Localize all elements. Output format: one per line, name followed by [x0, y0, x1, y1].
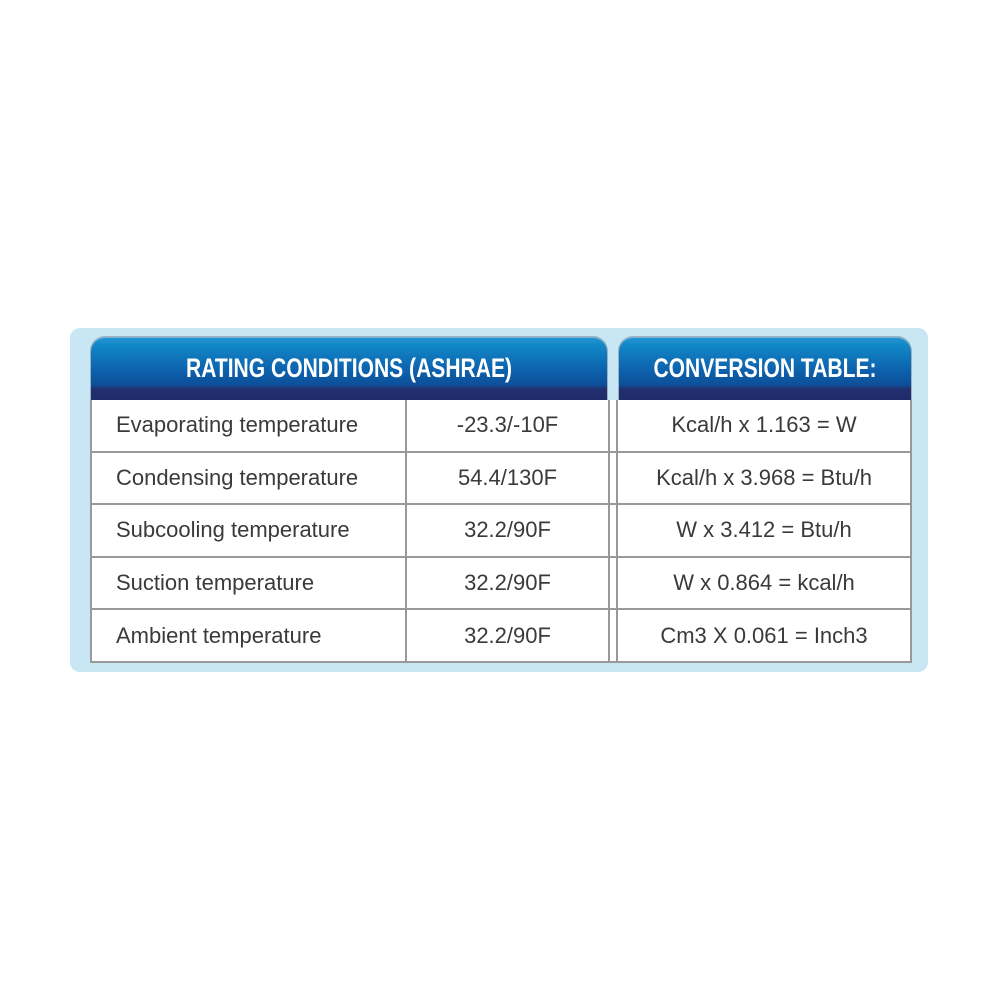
conversion-row-value: Cm3 X 0.061 = Inch3	[618, 610, 912, 663]
rating-row-label: Suction temperature	[90, 558, 405, 611]
rating-row-value: -23.3/-10F	[405, 400, 608, 453]
rating-row-label: Subcooling temperature	[90, 505, 405, 558]
rating-and-conversion-table	[90, 336, 912, 663]
rating-row-label: Evaporating temperature	[90, 400, 405, 453]
rating-row-value: 32.2/90F	[405, 505, 608, 558]
conversion-table-header-label: CONVERSION TABLE:	[653, 353, 877, 383]
table-gap	[608, 610, 618, 663]
rating-row-label: Ambient temperature	[90, 610, 405, 663]
rating-conditions-header	[90, 336, 608, 400]
header-gap	[608, 336, 618, 400]
table-gap	[608, 505, 618, 558]
table-gap	[608, 400, 618, 453]
table-gap	[608, 558, 618, 611]
rating-row-label: Condensing temperature	[90, 453, 405, 506]
spec-tables-panel	[70, 328, 928, 672]
rating-row-value: 32.2/90F	[405, 558, 608, 611]
conversion-row-value: W x 0.864 = kcal/h	[618, 558, 912, 611]
table-gap	[608, 453, 618, 506]
rating-row-value: 32.2/90F	[405, 610, 608, 663]
conversion-table-header	[618, 336, 912, 400]
rating-row-value: 54.4/130F	[405, 453, 608, 506]
conversion-row-value: Kcal/h x 3.968 = Btu/h	[618, 453, 912, 506]
conversion-row-value: W x 3.412 = Btu/h	[618, 505, 912, 558]
conversion-row-value: Kcal/h x 1.163 = W	[618, 400, 912, 453]
rating-conditions-header-label: RATING CONDITIONS (ASHRAE)	[185, 353, 513, 383]
